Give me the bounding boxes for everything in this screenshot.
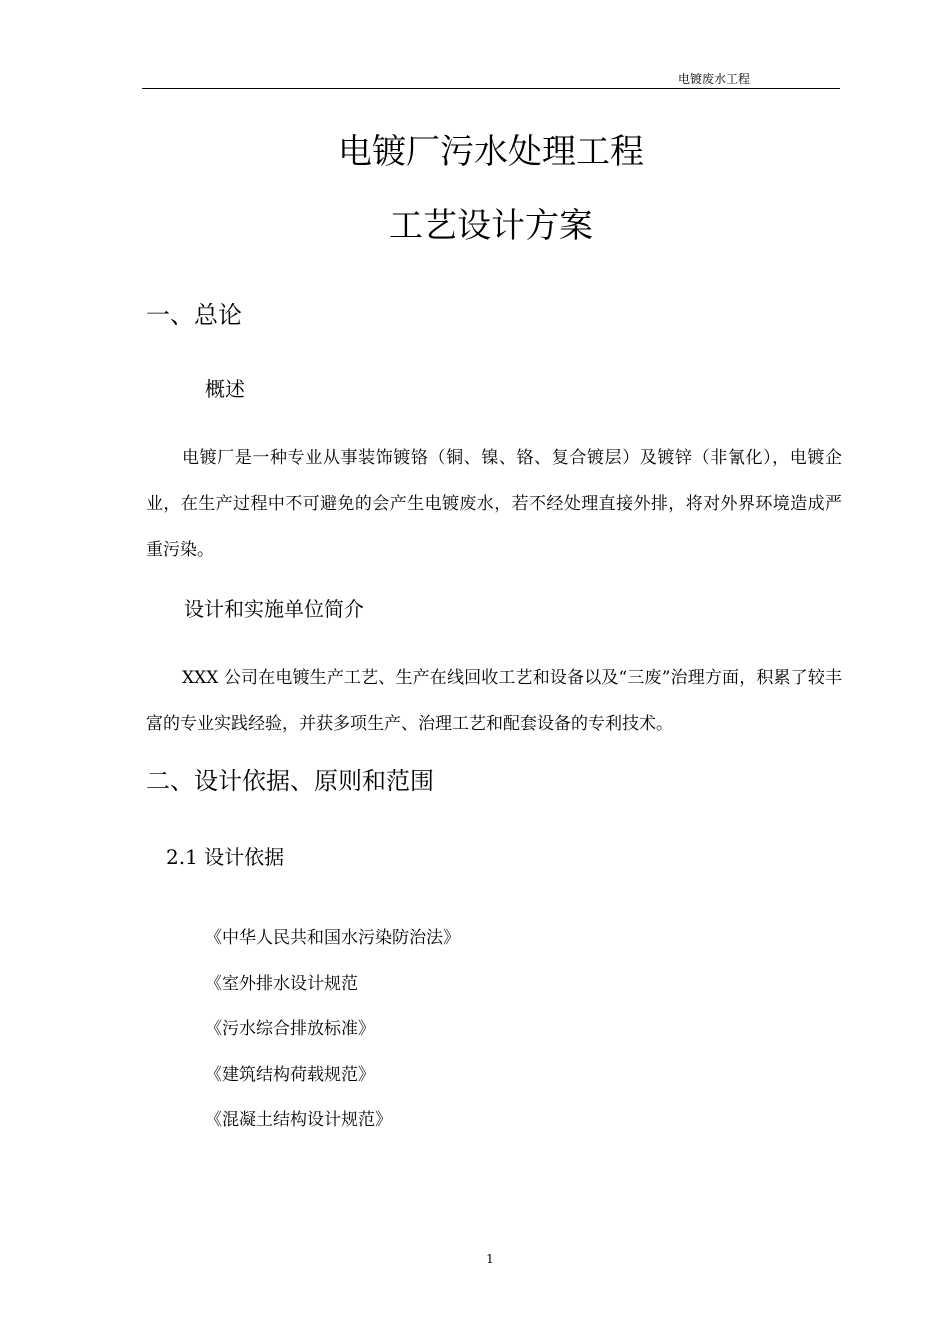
reference-list — [205, 916, 460, 1144]
page-number: 1 — [486, 1252, 494, 1266]
running-header: 电镀废水工程 — [678, 72, 751, 86]
section-heading-design-basis: 二、设计依据、原则和范围 — [146, 767, 434, 795]
company-intro-paragraph: XXX 公司在电镀生产工艺、生产在线回收工艺和设备以及“三废”治理方面，积累了较丰富的专业实践经验，并获多项生产、治理工艺和配套设备的专利技术。 — [146, 668, 842, 734]
header-rule — [142, 88, 840, 89]
list-item: 《中华人民共和国水污染防治法》 — [205, 928, 460, 948]
document-subtitle: 工艺设计方案 — [389, 206, 593, 246]
document-title: 电镀厂污水处理工程 — [338, 132, 644, 172]
subsection-heading-summary: 概述 — [205, 377, 245, 401]
subsection-heading-company-intro: 设计和实施单位简介 — [184, 597, 364, 621]
subsection-heading-design-basis: 2.1 设计依据 — [166, 845, 285, 869]
summary-paragraph: 电镀厂是一种专业从事装饰镀铬（铜、镍、铬、复合镀层）及镀锌（非氰化），电镀企业，在生产过程中不可避免的会产生电镀废水，若不经处理直接外排，将对外界环境造成严重污染。 — [146, 448, 842, 560]
list-item: 《室外排水设计规范 — [205, 973, 358, 994]
section-heading-overview: 一、总论 — [146, 301, 242, 329]
list-item: 《污水综合排放标准》 — [205, 1019, 375, 1039]
list-item: 《混凝土结构设计规范》 — [205, 1110, 392, 1130]
list-item: 《建筑结构荷载规范》 — [205, 1064, 375, 1085]
